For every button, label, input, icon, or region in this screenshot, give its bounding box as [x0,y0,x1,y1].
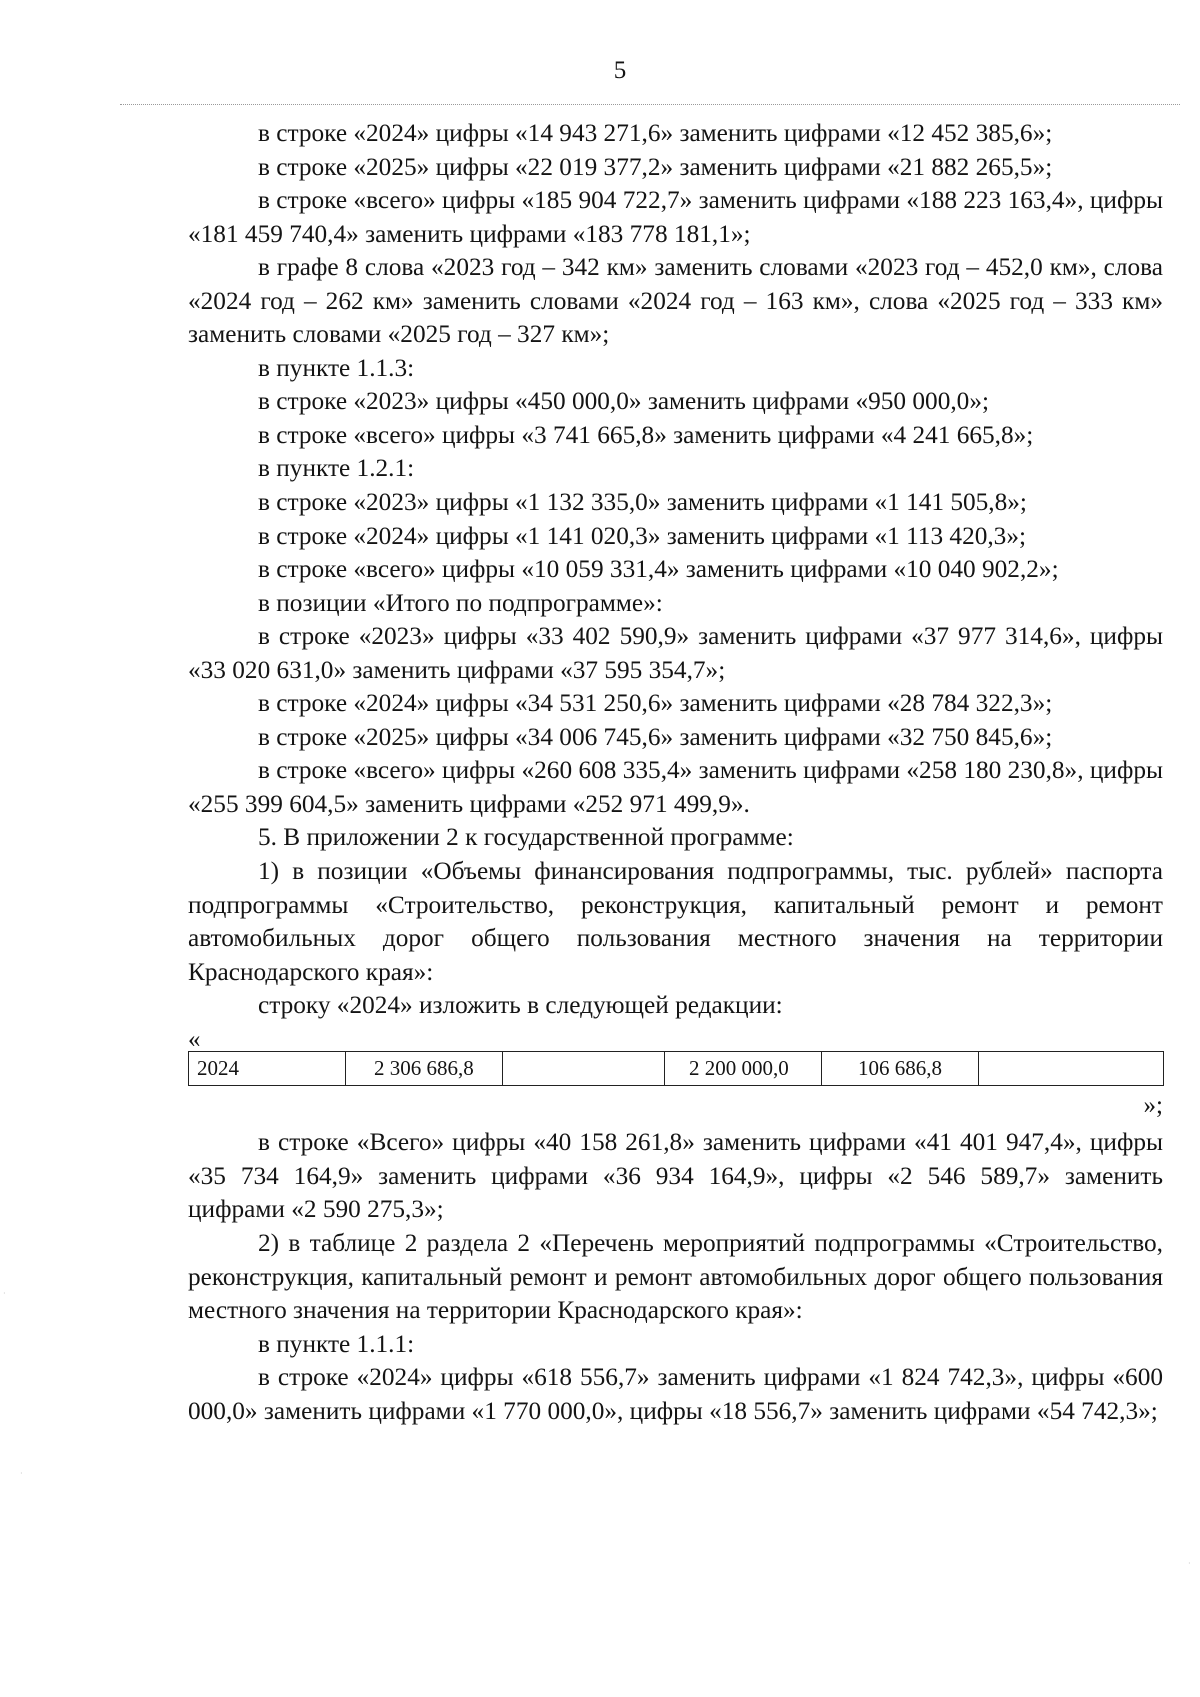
amendment-list-bottom [188,1126,1163,1428]
paragraph: в строке «2024» цифры «618 556,7» заменить цифрами «1 824 742,3», цифры «600 000,0» заменить цифрами «1 770 000,0», цифры «18 556,7» заменить цифрами «54 742,3»; [188,1363,1163,1425]
paragraph: в строке «всего» цифры «260 608 335,4» заменить цифрами «258 180 230,8», цифры «255 399 604,5» заменить цифрами «252 971 499,9». [188,756,1163,818]
table-opening-quote: « [188,1025,201,1053]
table-cell-other [979,1051,1164,1086]
paragraph: в строке «всего» цифры «10 059 331,4» заменить цифрами «10 040 902,2»; [258,555,1059,584]
scan-speck: · [20,1469,23,1478]
paragraph: в строке «2025» цифры «34 006 745,6» заменить цифрами «32 750 845,6»; [258,722,1053,751]
table-cell-total: 2 306 686,8 [346,1051,503,1086]
paragraph: 2) в таблице 2 раздела 2 «Перечень мероприятий подпрограммы «Строительство, реконструкция, капитальный ремонт и ремонт автомобильных дорог общего пользования местного значения на территории Краснодарского края»: [188,1228,1163,1325]
table-closing-quote: »; [1143,1092,1163,1120]
financing-table [188,1051,1164,1087]
paragraph: в пункте 1.1.3: [258,353,415,382]
paragraph: в пункте 1.1.1: [258,1329,415,1358]
paragraph: строку «2024» изложить в следующей редакции: [258,991,783,1020]
paragraph: в строке «Всего» цифры «40 158 261,8» заменить цифрами «41 401 947,4», цифры «35 734 164,9» заменить цифрами «36 934 164,9», цифры «2 546 589,7» заменить цифрами «2 590 275,3»; [188,1128,1163,1224]
paragraph: в строке «2023» цифры «33 402 590,9» заменить цифрами «37 977 314,6», цифры «33 020 631,0» заменить цифрами «37 595 354,7»; [188,622,1163,684]
document-body [188,117,1163,1428]
scan-speck: · [3,1289,6,1298]
table-cell-federal [503,1051,665,1086]
paragraph: в строке «2023» цифры «1 132 335,0» заменить цифрами «1 141 505,8»; [258,488,1027,517]
paragraph: в строке «2023» цифры «450 000,0» заменить цифрами «950 000,0»; [258,387,990,416]
header-divider [120,104,1180,105]
table-cell-local: 106 686,8 [822,1051,979,1086]
paragraph: 5. В приложении 2 к государственной программе: [258,823,794,852]
table-cell-regional: 2 200 000,0 [665,1051,822,1086]
scan-speck: · [1188,1559,1191,1568]
amendment-list-top [188,117,1163,1023]
paragraph: в графе 8 слова «2023 год – 342 км» заменить словами «2023 год – 452,0 км», слова «2024 год – 262 км» заменить словами «2024 год – 163 км», слова «2025 год – 333 км» заменить словами «2025 год – 327 км»; [188,253,1163,349]
paragraph: 1) в позиции «Объемы финансирования подпрограммы, тыс. рублей» паспорта подпрограммы «Строительство, реконструкция, капитальный ремонт и ремонт автомобильных дорог общего пользования местного значения на территории Краснодарского края»: [188,857,1163,986]
table-cell-year: 2024 [189,1051,346,1086]
paragraph: в позиции «Итого по подпрограмме»: [258,588,663,617]
paragraph: в строке «2024» цифры «14 943 271,6» заменить цифрами «12 452 385,6»; [258,119,1053,147]
paragraph: в пункте 1.2.1: [258,454,415,483]
paragraph: в строке «2025» цифры «22 019 377,2» заменить цифрами «21 882 265,5»; [258,152,1053,181]
table-row [189,1051,1164,1086]
paragraph: в строке «всего» цифры «3 741 665,8» заменить цифрами «4 241 665,8»; [258,420,1034,449]
paragraph: в строке «2024» цифры «1 141 020,3» заменить цифрами «1 113 420,3»; [258,521,1027,550]
paragraph: в строке «2024» цифры «34 531 250,6» заменить цифрами «28 784 322,3»; [258,689,1053,718]
page-number: 5 [613,57,627,84]
paragraph: в строке «всего» цифры «185 904 722,7» заменить цифрами «188 223 163,4», цифры «181 459 740,4» заменить цифрами «183 778 181,1»; [188,186,1163,248]
